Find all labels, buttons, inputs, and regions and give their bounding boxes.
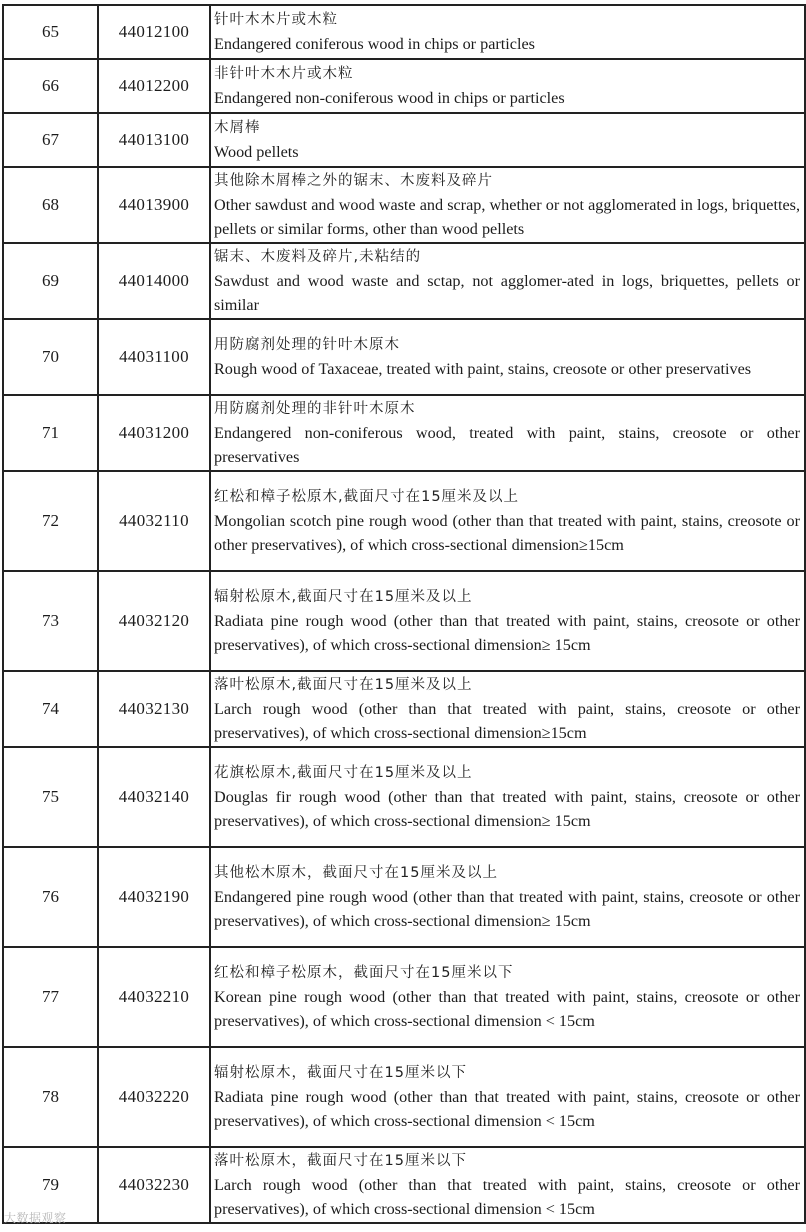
table-row [3,847,805,947]
description-zh: 红松和樟子松原木，截面尺寸在15厘米以下 [214,965,514,981]
description-zh: 花旗松原木,截面尺寸在15厘米及以上 [214,765,473,781]
description-cell [210,1147,805,1223]
hs-code: 44012200 [98,59,210,113]
description-en: Radiata pine rough wood (other than that treated with paint, stains, creosote or other preservatives), of which cross-sectional dimension≥ 15cm [214,612,800,654]
hs-code: 44012100 [98,5,210,59]
table-row [3,319,805,395]
description-zh: 其他松木原木，截面尺寸在15厘米及以上 [214,865,498,881]
description-en: Douglas fir rough wood (other than that treated with paint, stains, creosote or other preservatives), of which cross-sectional dimension≥ 15cm [214,788,800,830]
row-number: 67 [3,113,98,167]
hs-code: 44032210 [98,947,210,1047]
description-cell [210,59,805,113]
description-cell [210,167,805,243]
description-en: Radiata pine rough wood (other than that treated with paint, stains, creosote or other preservatives), of which cross-sectional dimension < 15cm [214,1088,800,1130]
description-en: Larch rough wood (other than that treated with paint, stains, creosote or other preservatives), of which cross-sectional dimension≥15cm [214,700,800,742]
description-zh: 用防腐剂处理的针叶木原木 [214,337,400,353]
description-cell [210,1047,805,1147]
row-number: 75 [3,747,98,847]
hs-code: 44031200 [98,395,210,471]
table-row [3,5,805,59]
table-row [3,167,805,243]
row-number: 69 [3,243,98,319]
description-zh: 非针叶木木片或木粒 [214,66,354,82]
description-zh: 锯末、木废料及碎片,未粘结的 [214,249,422,265]
row-number: 70 [3,319,98,395]
description-cell [210,671,805,747]
description-cell [210,471,805,571]
row-number: 76 [3,847,98,947]
table-row [3,395,805,471]
hs-code: 44032190 [98,847,210,947]
row-number: 77 [3,947,98,1047]
row-number: 73 [3,571,98,671]
description-en: Korean pine rough wood (other than that treated with paint, stains, creosote or other preservatives), of which cross-sectional dimension < 15cm [214,988,800,1030]
description-cell [210,243,805,319]
row-number: 79 [3,1147,98,1223]
table-row [3,113,805,167]
description-en: Larch rough wood (other than that treated with paint, stains, creosote or other preservatives), of which cross-sectional dimension < 15cm [214,1176,800,1218]
description-zh: 木屑棒 [214,120,261,136]
hs-code: 44032120 [98,571,210,671]
row-number: 66 [3,59,98,113]
description-en: Other sawdust and wood waste and scrap, whether or not agglomerated in logs, briquettes, pellets or similar forms, other than wood pellets [214,196,800,238]
description-cell [210,747,805,847]
customs-code-table [2,4,806,1224]
description-cell [210,395,805,471]
description-en: Endangered non-coniferous wood, treated with paint, stains, creosote or other preservatives [214,424,800,466]
description-en: Sawdust and wood waste and sctap, not agglomer-ated in logs, briquettes, pellets or similar [214,272,800,314]
description-zh: 其他除木屑棒之外的锯末、木废料及碎片 [214,173,493,189]
row-number: 68 [3,167,98,243]
description-cell [210,5,805,59]
hs-code: 44032140 [98,747,210,847]
description-en: Mongolian scotch pine rough wood (other than that treated with paint, stains, creosote or other preservatives), of which cross-sectional dimension≥15cm [214,512,800,554]
table-row [3,671,805,747]
description-en: Endangered non-coniferous wood in chips or particles [214,89,565,107]
description-zh: 辐射松原木,截面尺寸在15厘米及以上 [214,589,473,605]
description-zh: 落叶松原木,截面尺寸在15厘米及以上 [214,677,473,693]
description-cell [210,947,805,1047]
row-number: 74 [3,671,98,747]
table-row [3,59,805,113]
description-en: Rough wood of Taxaceae, treated with paint, stains, creosote or other preservatives [214,360,752,378]
row-number: 71 [3,395,98,471]
hs-code: 44014000 [98,243,210,319]
hs-code: 44032110 [98,471,210,571]
table-row [3,243,805,319]
description-zh: 红松和樟子松原木,截面尺寸在15厘米及以上 [214,489,520,505]
watermark: 大数据观察 [4,1211,67,1225]
description-en: Endangered coniferous wood in chips or particles [214,35,535,53]
table-row [3,947,805,1047]
hs-code: 44013900 [98,167,210,243]
row-number: 65 [3,5,98,59]
hs-code: 44032130 [98,671,210,747]
description-zh: 辐射松原木，截面尺寸在15厘米以下 [214,1065,467,1081]
table-row [3,471,805,571]
description-cell [210,319,805,395]
description-zh: 落叶松原木，截面尺寸在15厘米以下 [214,1153,467,1169]
table-row [3,1047,805,1147]
hs-code: 44032220 [98,1047,210,1147]
table-row [3,571,805,671]
description-en: Endangered pine rough wood (other than that treated with paint, stains, creosote or other preservatives), of which cross-sectional dimension≥ 15cm [214,888,800,930]
description-cell [210,113,805,167]
description-zh: 用防腐剂处理的非针叶木原木 [214,401,416,417]
hs-code: 44031100 [98,319,210,395]
hs-code: 44013100 [98,113,210,167]
row-number: 72 [3,471,98,571]
description-zh: 针叶木木片或木粒 [214,12,338,28]
description-cell [210,847,805,947]
hs-code: 44032230 [98,1147,210,1223]
description-en: Wood pellets [214,143,299,161]
table-row [3,747,805,847]
description-cell [210,571,805,671]
table-row [3,1147,805,1223]
row-number: 78 [3,1047,98,1147]
